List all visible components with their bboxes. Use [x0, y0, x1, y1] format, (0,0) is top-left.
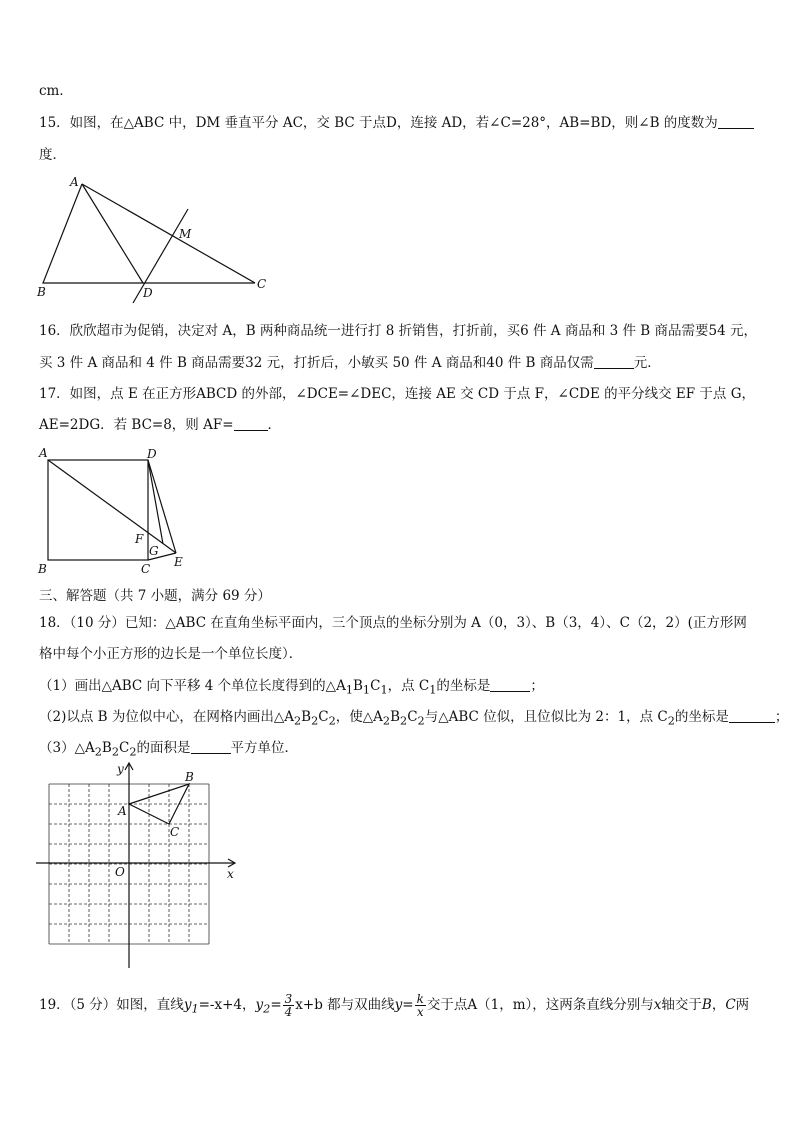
q15-text [39, 114, 754, 132]
q18-part1: （1）画出△ABC 向下平移 4 个单位长度得到的$\triangle A_1B_1C_1$，点 $C_1$的坐标是 ； [39, 678, 544, 697]
q18-p1-answer-blank[interactable] [490, 677, 530, 692]
q19-end: 两 [735, 997, 750, 1013]
q15-unit: 度． [39, 147, 66, 163]
q17-label-c: C [141, 562, 151, 576]
q15-perpendicular-dm [133, 209, 188, 303]
point-c-label: C [170, 825, 180, 839]
q18-line1: 18．（10 分）已知：△ABC 在直角坐标平面内，三个顶点的坐标分别为 A（0，3）、B（3，4）、C（2，2）(正方形网 [39, 615, 747, 631]
point-a-label: A [118, 804, 127, 818]
q17-square-abcd [48, 460, 148, 560]
q19-tail: 轴交于 [661, 997, 702, 1013]
origin-label: O [115, 865, 125, 879]
q18-p3-end: 平方单位． [230, 740, 299, 756]
q19-hyperbola-y: y [394, 997, 403, 1013]
q18-p1-end: ； [530, 678, 544, 694]
q17-label-f: F [135, 532, 144, 546]
x-axis-label: x [227, 867, 234, 881]
q18-p1-mid: ，点 C [387, 678, 430, 694]
q19-comma: ， [711, 997, 726, 1013]
q19-y2: y [255, 997, 264, 1013]
q18-coordinate-grid [36, 760, 246, 970]
q19-eq1: =-x+4， [198, 997, 256, 1013]
q16-statement: 买 3 件 A 商品和 4 件 B 商品需要32 元，打折后，小敏买 50 件 A 商品和40 件 B 商品仅需 [39, 355, 594, 371]
q15-statement: 15．如图，在△ABC 中，DM 垂直平分 AC，交 BC 于点D，连接 AD，若∠C=28°，AB=BD，则∠B 的度数为 [39, 115, 718, 131]
q15-label-a: A [70, 175, 79, 189]
section3-heading: 三、解答题（共 7 小题，满分 69 分） [39, 588, 271, 604]
q16-line1: 16．欣欣超市为促销，决定对 A，B 两种商品统一进行打 8 折销售，打折前，买6 件 A 商品和 3 件 B 商品需要54 元， [39, 323, 757, 339]
q18-part3: $(3)\triangle A_2B_2C_2$的面积是 平方单位． [39, 740, 299, 759]
q19-y1: y [183, 997, 192, 1013]
q19-line1: 19．（5 分）如图，直线$y_1=-x+4$，$y_2=$ $\frac{3}{4}$ x+b 都与双曲线y= $\frac{k}{x}$ 交于点A（1，m），这两条直线分别与x轴交于B，C两 [39, 992, 750, 1019]
q15-answer-blank[interactable] [718, 114, 754, 129]
q18-part2: （2)以点 B 为位似中心，在网格内画出$\triangle A_2B_2C_2$，使$\triangle A_2B_2C_2$与△ABC 位似，且位似比为 2：1，点 $C_2$的坐标是 ； [39, 709, 789, 728]
q17-square-figure [35, 445, 185, 575]
q19-point-a: A（1，m），这两条直线分别与 [467, 997, 654, 1013]
q17-label-b: B [38, 562, 47, 576]
q19-c: C [725, 997, 736, 1013]
q15-label-d: D [143, 286, 153, 300]
q18-p2-mid2: 与△ABC 位似，且位似比为 2：1，点 C [424, 709, 668, 725]
q18-line2: 格中每个小正方形的边长是一个单位长度）． [39, 646, 303, 662]
q17-label-g: G [149, 544, 159, 558]
q19-mid: 交于点 [426, 997, 468, 1013]
q15-segment-ac [82, 184, 255, 283]
q18-p3-answer-blank[interactable] [191, 739, 231, 754]
q19-fraction-k-x [415, 993, 426, 1018]
q17-line1: 17．如图，点 E 在正方形ABCD 的外部，∠DCE=∠DEC，连接 AE 交 CD 于点 F，∠CDE 的平分线交 EF 于点 G， [39, 386, 756, 402]
q18-p3-tail: 的面积是 [136, 740, 191, 756]
q15-segment-ad [82, 184, 143, 283]
q19-x-axis: x [653, 997, 662, 1013]
q15-label-c: C [257, 277, 267, 291]
q18-p2-text: （2)以点 B 为位似中心，在网格内画出△A [39, 709, 294, 725]
q15-triangle-figure [35, 172, 275, 302]
q18-p2-end: ； [774, 709, 789, 725]
q19-prefix: 19．（5 分）如图，直线 [39, 997, 184, 1013]
q15-label-b: B [37, 285, 46, 299]
q17-line2 [39, 416, 281, 434]
q17-label-a: A [39, 446, 48, 460]
q16-unit: 元． [633, 355, 661, 371]
q18-p1-text: （1）画出△ABC 向下平移 4 个单位长度得到的△A [39, 678, 346, 694]
q17-label-e: E [174, 555, 183, 569]
q18-p2-mid: ，使△A [335, 709, 383, 725]
q19-b: B [701, 997, 712, 1013]
point-b-label: B [185, 770, 194, 784]
q19-eq3-pre: = [402, 997, 414, 1013]
q19-frac1-num: 3 [284, 992, 293, 1006]
q15-segment-ab-bc [43, 184, 255, 283]
q17-answer-blank[interactable] [234, 416, 268, 431]
q19-eq2-pre: = [270, 997, 282, 1013]
q17-end: ． [267, 417, 282, 433]
q19-frac2-den: x [416, 1005, 424, 1019]
q16-line2 [39, 354, 661, 372]
top-unit-text: cm． [39, 83, 73, 99]
y-axis-label: y [117, 762, 124, 776]
q18-p2-tail: 的坐标是 [674, 709, 729, 725]
q18-p3-text: （3）△A [39, 740, 95, 756]
q18-p1-tail: 的坐标是 [436, 678, 491, 694]
q18-p2-answer-blank[interactable] [729, 708, 775, 723]
q19-frac2-num: k [416, 992, 424, 1006]
q17-label-d: D [147, 447, 157, 461]
q17-statement: AE=2DG．若 BC=8，则 AF= [39, 417, 234, 433]
q16-answer-blank[interactable] [594, 354, 634, 369]
q19-eq2-post: x+b 都与双曲线 [295, 997, 395, 1013]
q19-frac1-den: 4 [284, 1005, 293, 1019]
q15-label-m: M [179, 227, 192, 241]
q19-fraction-3-4 [283, 993, 295, 1018]
